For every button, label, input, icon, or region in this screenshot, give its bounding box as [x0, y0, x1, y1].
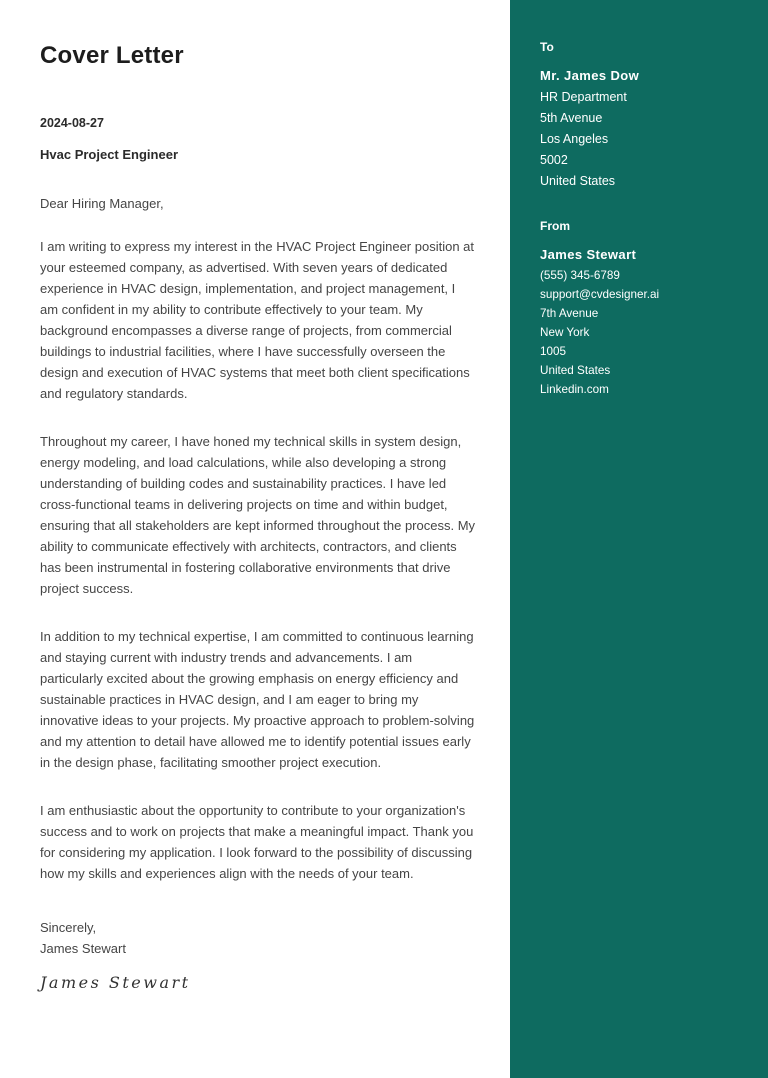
closing-phrase: Sincerely,	[40, 920, 97, 935]
letter-paragraph: I am writing to express my interest in the HVAC Project Engineer position at your esteemed company, as advertised. With seven years of dedicated experience in HVAC design, implementation, and project management, I am confident in my ability to contribute effectively to your team. My background encompasses a diverse range of projects, from commercial buildings to industrial facilities, where I have successfully overseen the design and execution of HVAC systems that meet both client specifications and regulatory standards.	[40, 239, 475, 401]
sender-name: James Stewart	[540, 247, 637, 262]
letter-date: 2024-08-27	[40, 116, 104, 130]
sender-city: New York	[540, 326, 590, 339]
job-title: Hvac Project Engineer	[40, 147, 178, 162]
from-heading: From	[540, 219, 570, 233]
page-title: Cover Letter	[40, 42, 184, 69]
letter-paragraph: I am enthusiastic about the opportunity to contribute to your organization's success and to work on projects that make a meaningful impact. Thank you for considering my application. I look forward to the possibility of discussing how my skills and experiences align with the needs of your team.	[40, 803, 474, 881]
signature-script: James Stewart	[40, 973, 191, 992]
recipient-name: Mr. James Dow	[540, 68, 640, 83]
sender-phone: (555) 345-6789	[540, 269, 620, 282]
salutation: Dear Hiring Manager,	[40, 196, 164, 211]
recipient-street: 5th Avenue	[540, 111, 603, 125]
sender-country: United States	[540, 364, 611, 377]
sender-linkedin: Linkedin.com	[540, 383, 609, 396]
signer-name: James Stewart	[40, 941, 126, 956]
sender-email: support@cvdesigner.ai	[540, 288, 660, 301]
to-heading: To	[540, 40, 554, 54]
letter-paragraph: In addition to my technical expertise, I am committed to continuous learning and staying current with industry trends and advancements. I am particularly excited about the growing emphasis on energy efficiency and sustainable practices in HVAC design, and I am eager to bring my innovative ideas to your projects. My proactive approach to problem-solving and my attention to detail have allowed me to identify potential issues early in the design phase, facilitating smoother project execution.	[40, 629, 475, 770]
recipient-country: United States	[540, 174, 616, 188]
sender-zip: 1005	[540, 345, 567, 358]
sender-street: 7th Avenue	[540, 307, 599, 320]
recipient-zip: 5002	[540, 153, 568, 167]
sender-section	[540, 219, 744, 399]
contact-sidebar	[510, 0, 768, 1078]
recipient-department: HR Department	[540, 90, 627, 104]
recipient-city: Los Angeles	[540, 132, 609, 146]
letter-paragraph: Throughout my career, I have honed my technical skills in system design, energy modeling, and load calculations, while also developing a strong understanding of building codes and sustainability practices. I have led cross-functional teams in delivering projects on time and within budget, ensuring that all stakeholders are kept informed throughout the process. My ability to communicate effectively with architects, contractors, and clients has been instrumental in fostering collaborative environments that drive project success.	[40, 434, 476, 596]
recipient-section	[540, 40, 744, 192]
